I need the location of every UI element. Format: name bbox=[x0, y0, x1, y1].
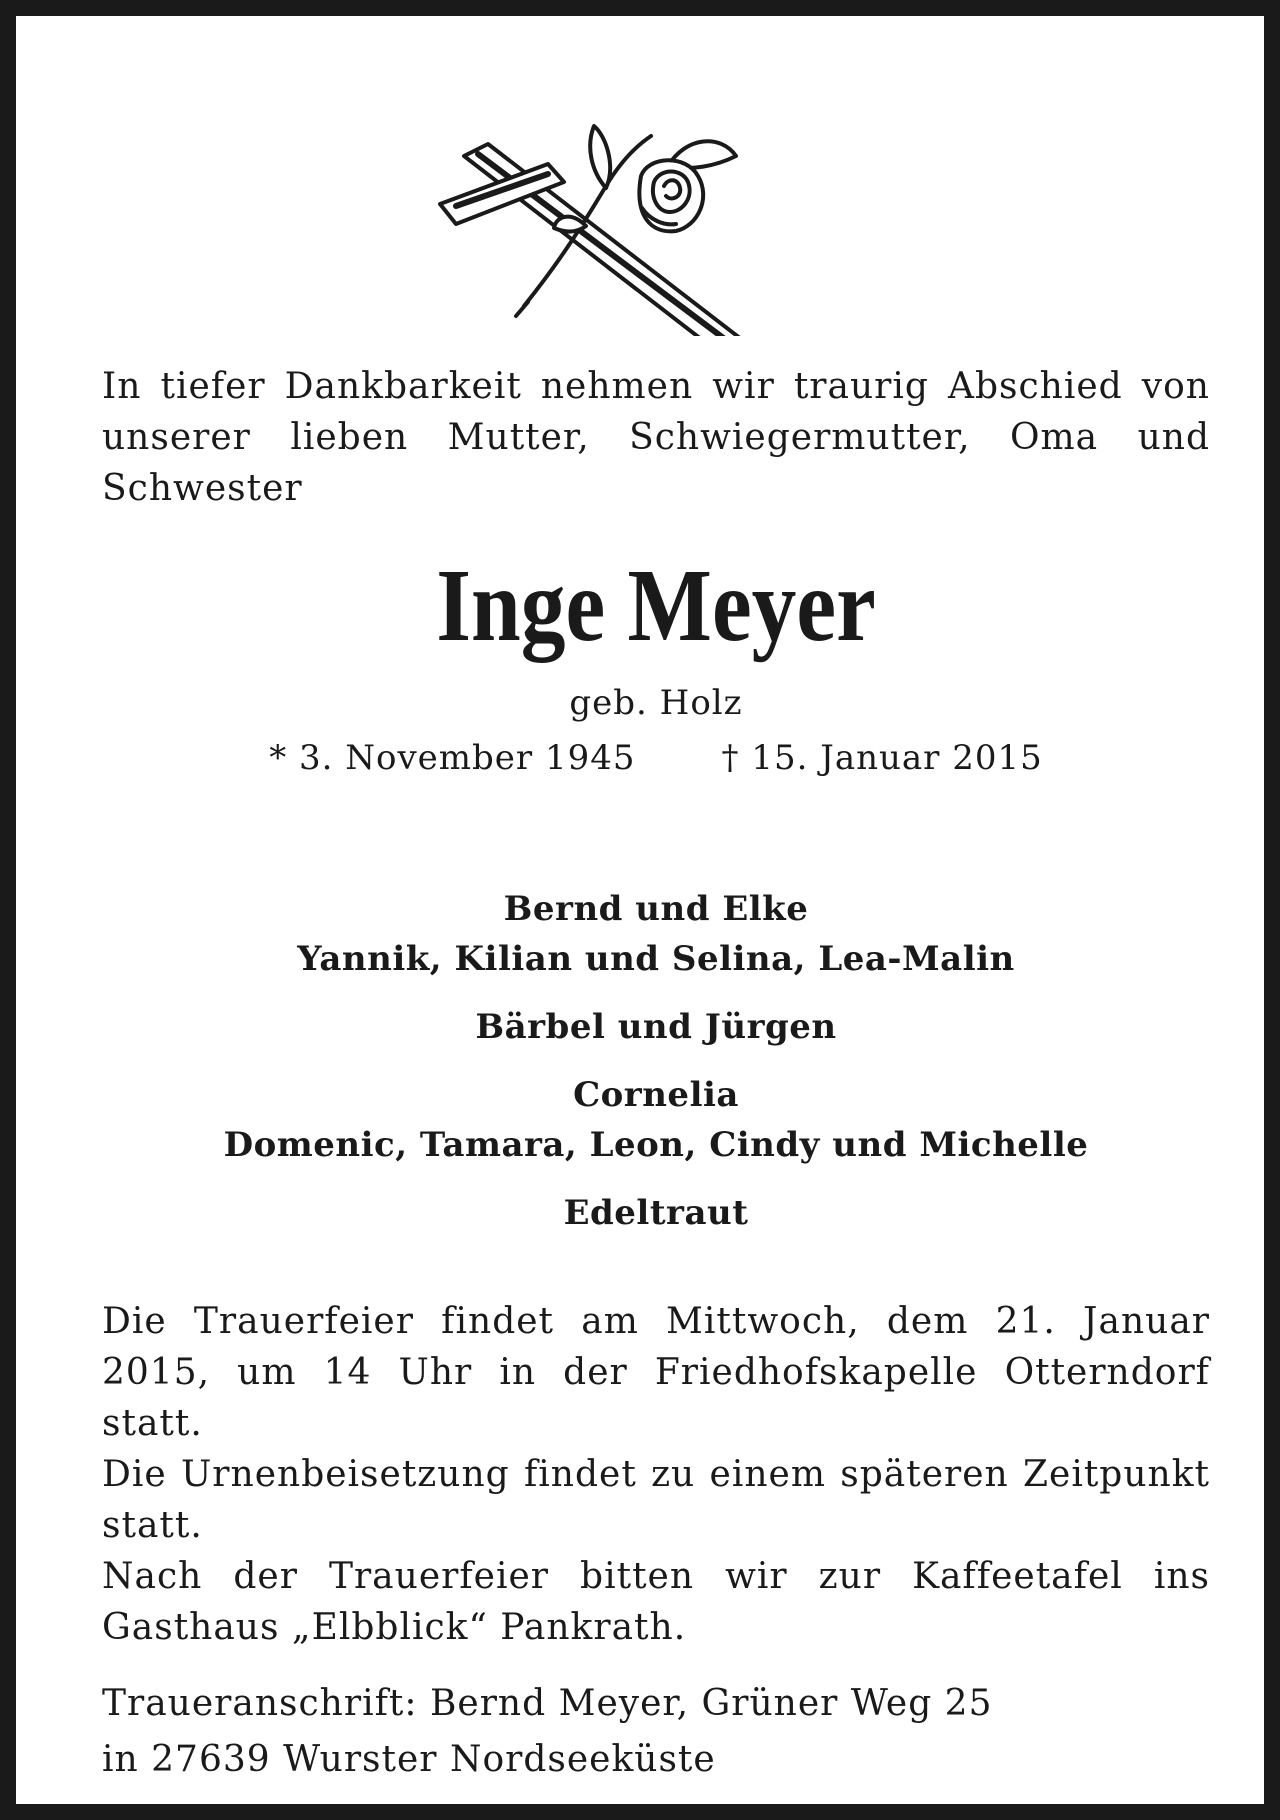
mourner-line: Domenic, Tamara, Leon, Cindy und Michelle bbox=[223, 1125, 1089, 1165]
deceased-name: Inge Meyer bbox=[436, 548, 876, 663]
mourners-list bbox=[16, 884, 1280, 1256]
birth-date: * 3. November 1945 bbox=[269, 738, 636, 778]
death-date: † 15. Januar 2015 bbox=[721, 738, 1043, 778]
service-paragraph: Die Trauerfeier findet am Mittwoch, dem 21. Januar 2015, um 14 Uhr in der Friedhofskapelle Otterndorf statt. bbox=[102, 1301, 1210, 1444]
mourner-line: Bärbel und Jürgen bbox=[475, 1007, 837, 1047]
mourner-line: Bernd und Elke bbox=[503, 889, 809, 929]
service-paragraph: Die Urnenbeisetzung findet zu einem späteren Zeitpunkt statt. bbox=[102, 1454, 1210, 1546]
mourner-group bbox=[16, 1188, 1280, 1238]
cross-with-rose-icon bbox=[436, 116, 776, 336]
service-info bbox=[102, 1296, 1210, 1653]
mourner-group bbox=[16, 1002, 1280, 1052]
mourner-line: Yannik, Kilian und Selina, Lea-Malin bbox=[297, 939, 1015, 979]
mourning-address bbox=[102, 1676, 993, 1788]
mourner-line: Cornelia bbox=[573, 1075, 739, 1115]
mourner-group bbox=[16, 1070, 1280, 1170]
life-dates bbox=[16, 736, 1280, 780]
maiden-name: geb. Holz bbox=[569, 683, 743, 723]
service-paragraph: Nach der Trauerfeier bitten wir zur Kaffeetafel ins Gasthaus „Elbblick“ Pankrath. bbox=[102, 1556, 1210, 1648]
mourner-line: Edeltraut bbox=[563, 1193, 749, 1233]
address-line: Traueranschrift: Bernd Meyer, Grüner Weg 25 bbox=[102, 1683, 993, 1724]
address-line: in 27639 Wurster Nordseeküste bbox=[102, 1739, 716, 1780]
mourner-group bbox=[16, 884, 1280, 984]
intro-text: In tiefer Dankbarkeit nehmen wir traurig Abschied von unserer lieben Mutter, Schwiegermutter, Oma und Schwester bbox=[102, 366, 1210, 509]
